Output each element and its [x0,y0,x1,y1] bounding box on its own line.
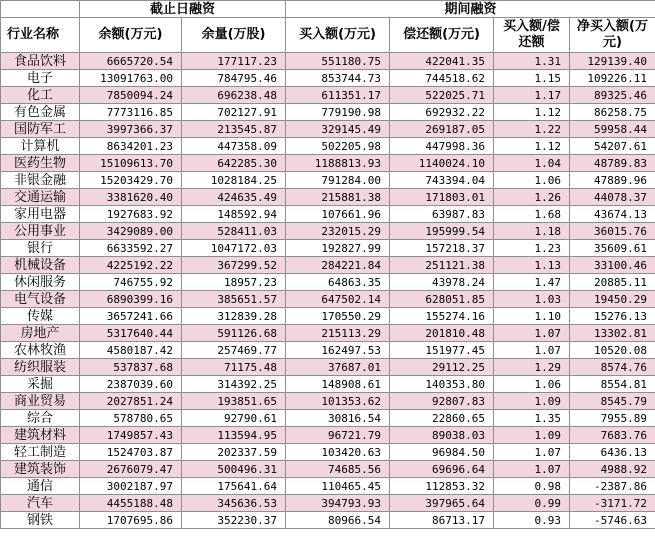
buy-cell: 170550.29 [286,308,390,325]
buy-cell: 101353.62 [286,393,390,410]
buy-cell: 779190.98 [286,104,390,121]
buy-cell: 37687.01 [286,359,390,376]
net-cell: 36015.76 [570,223,655,240]
volume-cell: 352230.37 [182,512,286,529]
header-group-row [1,1,655,18]
table-row [1,70,655,87]
volume-cell: 18957.23 [182,274,286,291]
ratio-cell: 1.18 [494,223,570,240]
ratio-cell: 1.06 [494,376,570,393]
ratio-cell: 1.17 [494,87,570,104]
ratio-cell: 1.12 [494,138,570,155]
balance-cell: 7773116.85 [80,104,182,121]
volume-cell: 1028184.25 [182,172,286,189]
table-row [1,427,655,444]
balance-cell: 8634201.23 [80,138,182,155]
repay-cell: 89038.03 [390,427,494,444]
sector-cell: 国防军工 [1,121,80,138]
volume-cell: 193851.65 [182,393,286,410]
table-row [1,512,655,529]
sector-cell: 综合 [1,410,80,427]
volume-cell: 784795.46 [182,70,286,87]
sector-cell: 食品饮料 [1,53,80,70]
table-row [1,359,655,376]
buy-cell: 30816.54 [286,410,390,427]
sector-cell: 商业贸易 [1,393,80,410]
balance-cell: 15203429.70 [80,172,182,189]
buy-cell: 284221.84 [286,257,390,274]
balance-cell: 2027851.24 [80,393,182,410]
buy-cell: 215881.38 [286,189,390,206]
repay-cell: 92807.83 [390,393,494,410]
net-cell: 7955.89 [570,410,655,427]
col-header-net: 净买入额(万元) [570,18,655,53]
sector-cell: 房地产 [1,325,80,342]
col-header-buy: 买入额(万元) [286,18,390,53]
balance-cell: 3997366.37 [80,121,182,138]
ratio-cell: 1.07 [494,444,570,461]
buy-cell: 96721.79 [286,427,390,444]
volume-cell: 500496.31 [182,461,286,478]
repay-cell: 1140024.10 [390,155,494,172]
ratio-cell: 0.98 [494,478,570,495]
sector-cell: 电气设备 [1,291,80,308]
balance-cell: 6633592.27 [80,240,182,257]
net-cell: 13302.81 [570,325,655,342]
balance-cell: 6890399.16 [80,291,182,308]
net-cell: 109226.11 [570,70,655,87]
ratio-cell: 1.03 [494,291,570,308]
volume-cell: 447358.09 [182,138,286,155]
net-cell: 10520.08 [570,342,655,359]
ratio-cell: 1.47 [494,274,570,291]
repay-cell: 744518.62 [390,70,494,87]
balance-cell: 2387039.60 [80,376,182,393]
volume-cell: 345636.53 [182,495,286,512]
ratio-cell: 1.10 [494,308,570,325]
volume-cell: 113594.95 [182,427,286,444]
net-cell: 19450.29 [570,291,655,308]
table-row [1,87,655,104]
volume-cell: 385651.57 [182,291,286,308]
table-body [1,53,655,529]
repay-cell: 692932.22 [390,104,494,121]
balance-cell: 13091763.00 [80,70,182,87]
net-cell: 15276.13 [570,308,655,325]
repay-cell: 112853.32 [390,478,494,495]
table-row [1,461,655,478]
repay-cell: 140353.80 [390,376,494,393]
balance-cell: 1927683.92 [80,206,182,223]
col-header-volume: 余量(万股) [182,18,286,53]
sector-cell: 休闲服务 [1,274,80,291]
sector-cell: 建筑装饰 [1,461,80,478]
ratio-cell: 1.06 [494,172,570,189]
net-cell: -2387.86 [570,478,655,495]
buy-cell: 551180.75 [286,53,390,70]
balance-cell: 4225192.22 [80,257,182,274]
buy-cell: 64863.35 [286,274,390,291]
table-row [1,478,655,495]
volume-cell: 696238.48 [182,87,286,104]
ratio-cell: 1.04 [494,155,570,172]
volume-cell: 257469.77 [182,342,286,359]
buy-cell: 611351.17 [286,87,390,104]
table-row [1,138,655,155]
volume-cell: 702127.91 [182,104,286,121]
net-cell: 8574.76 [570,359,655,376]
sector-cell: 建筑材料 [1,427,80,444]
buy-cell: 107661.96 [286,206,390,223]
col-header-ratio: 买入额/偿还额 [494,18,570,53]
net-cell: 33100.46 [570,257,655,274]
volume-cell: 312839.28 [182,308,286,325]
net-cell: -5746.63 [570,512,655,529]
table-row [1,206,655,223]
table-row [1,257,655,274]
repay-cell: 447998.36 [390,138,494,155]
balance-cell: 1749857.43 [80,427,182,444]
repay-cell: 397965.64 [390,495,494,512]
ratio-cell: 1.29 [494,359,570,376]
repay-cell: 155274.16 [390,308,494,325]
col-header-sector: 行业名称 [1,18,80,53]
table-row [1,376,655,393]
repay-cell: 22860.65 [390,410,494,427]
balance-cell: 6665720.54 [80,53,182,70]
net-cell: 4988.92 [570,461,655,478]
table-row [1,308,655,325]
balance-cell: 3657241.66 [80,308,182,325]
net-cell: 48789.83 [570,155,655,172]
sector-cell: 电子 [1,70,80,87]
volume-cell: 175641.64 [182,478,286,495]
buy-cell: 162497.53 [286,342,390,359]
ratio-cell: 1.09 [494,393,570,410]
table-row [1,53,655,70]
sector-cell: 传媒 [1,308,80,325]
volume-cell: 92790.61 [182,410,286,427]
net-cell: 89325.46 [570,87,655,104]
balance-cell: 2676079.47 [80,461,182,478]
ratio-cell: 1.07 [494,325,570,342]
balance-cell: 1707695.86 [80,512,182,529]
volume-cell: 1047172.03 [182,240,286,257]
buy-cell: 110465.45 [286,478,390,495]
header-group-period: 期间融资 [286,1,655,18]
buy-cell: 394793.93 [286,495,390,512]
ratio-cell: 1.22 [494,121,570,138]
sector-cell: 有色金属 [1,104,80,121]
repay-cell: 171803.01 [390,189,494,206]
table-row [1,444,655,461]
net-cell: -3171.72 [570,495,655,512]
ratio-cell: 1.35 [494,410,570,427]
table-row [1,104,655,121]
table-row [1,393,655,410]
buy-cell: 148908.61 [286,376,390,393]
balance-cell: 3381620.40 [80,189,182,206]
repay-cell: 69696.64 [390,461,494,478]
repay-cell: 157218.37 [390,240,494,257]
balance-cell: 4580187.42 [80,342,182,359]
buy-cell: 1188813.93 [286,155,390,172]
buy-cell: 647502.14 [286,291,390,308]
ratio-cell: 1.15 [494,70,570,87]
ratio-cell: 1.26 [494,189,570,206]
buy-cell: 853744.73 [286,70,390,87]
table-row [1,495,655,512]
sector-cell: 医药生物 [1,155,80,172]
sector-cell: 钢铁 [1,512,80,529]
net-cell: 6436.13 [570,444,655,461]
sector-cell: 公用事业 [1,223,80,240]
sector-cell: 汽车 [1,495,80,512]
buy-cell: 192827.99 [286,240,390,257]
table-row [1,189,655,206]
net-cell: 35609.61 [570,240,655,257]
ratio-cell: 0.93 [494,512,570,529]
header-group-end-date: 截止日融资 [80,1,286,18]
repay-cell: 96984.50 [390,444,494,461]
repay-cell: 63987.83 [390,206,494,223]
header-column-row [1,18,655,53]
net-cell: 86258.75 [570,104,655,121]
table-row [1,291,655,308]
buy-cell: 215113.29 [286,325,390,342]
volume-cell: 213545.87 [182,121,286,138]
table-row [1,274,655,291]
balance-cell: 578780.65 [80,410,182,427]
sector-cell: 交通运输 [1,189,80,206]
volume-cell: 528411.03 [182,223,286,240]
repay-cell: 422041.35 [390,53,494,70]
balance-cell: 3429089.00 [80,223,182,240]
net-cell: 59958.44 [570,121,655,138]
sector-cell: 纺织服装 [1,359,80,376]
volume-cell: 591126.68 [182,325,286,342]
repay-cell: 269187.05 [390,121,494,138]
volume-cell: 202337.59 [182,444,286,461]
header-blank-cell [1,1,80,18]
balance-cell: 5317640.44 [80,325,182,342]
net-cell: 8545.79 [570,393,655,410]
balance-cell: 3002187.97 [80,478,182,495]
repay-cell: 628051.85 [390,291,494,308]
table-row [1,155,655,172]
repay-cell: 522025.71 [390,87,494,104]
balance-cell: 1524703.87 [80,444,182,461]
ratio-cell: 1.12 [494,104,570,121]
sector-cell: 采掘 [1,376,80,393]
ratio-cell: 0.99 [494,495,570,512]
table-row [1,121,655,138]
balance-cell: 537837.68 [80,359,182,376]
balance-cell: 7850094.24 [80,87,182,104]
sector-cell: 化工 [1,87,80,104]
balance-cell: 15109613.70 [80,155,182,172]
balance-cell: 746755.92 [80,274,182,291]
ratio-cell: 1.31 [494,53,570,70]
net-cell: 47889.96 [570,172,655,189]
ratio-cell: 1.68 [494,206,570,223]
net-cell: 20885.11 [570,274,655,291]
sector-cell: 家用电器 [1,206,80,223]
repay-cell: 86713.17 [390,512,494,529]
ratio-cell: 1.07 [494,461,570,478]
net-cell: 129139.40 [570,53,655,70]
net-cell: 54207.61 [570,138,655,155]
net-cell: 7683.76 [570,427,655,444]
table-row [1,223,655,240]
net-cell: 43674.13 [570,206,655,223]
repay-cell: 201810.48 [390,325,494,342]
buy-cell: 232015.29 [286,223,390,240]
ratio-cell: 1.13 [494,257,570,274]
col-header-balance: 余额(万元) [80,18,182,53]
balance-cell: 4455188.48 [80,495,182,512]
buy-cell: 74685.56 [286,461,390,478]
ratio-cell: 1.07 [494,342,570,359]
net-cell: 8554.81 [570,376,655,393]
ratio-cell: 1.09 [494,427,570,444]
buy-cell: 502205.98 [286,138,390,155]
volume-cell: 642285.30 [182,155,286,172]
volume-cell: 148592.94 [182,206,286,223]
sector-cell: 通信 [1,478,80,495]
table-row [1,172,655,189]
ratio-cell: 1.23 [494,240,570,257]
col-header-repay: 偿还额(万元) [390,18,494,53]
table-row [1,325,655,342]
sector-cell: 农林牧渔 [1,342,80,359]
repay-cell: 29112.25 [390,359,494,376]
net-cell: 44078.37 [570,189,655,206]
volume-cell: 71175.48 [182,359,286,376]
table-row [1,240,655,257]
repay-cell: 151977.45 [390,342,494,359]
repay-cell: 251121.38 [390,257,494,274]
table-row [1,410,655,427]
repay-cell: 43978.24 [390,274,494,291]
sector-cell: 银行 [1,240,80,257]
volume-cell: 314392.25 [182,376,286,393]
sector-cell: 计算机 [1,138,80,155]
table-row [1,342,655,359]
sector-cell: 非银金融 [1,172,80,189]
sector-cell: 机械设备 [1,257,80,274]
repay-cell: 195999.54 [390,223,494,240]
repay-cell: 743394.04 [390,172,494,189]
volume-cell: 367299.52 [182,257,286,274]
buy-cell: 329145.49 [286,121,390,138]
sector-cell: 轻工制造 [1,444,80,461]
buy-cell: 80966.54 [286,512,390,529]
volume-cell: 177117.23 [182,53,286,70]
buy-cell: 103420.63 [286,444,390,461]
volume-cell: 424635.49 [182,189,286,206]
buy-cell: 791284.00 [286,172,390,189]
